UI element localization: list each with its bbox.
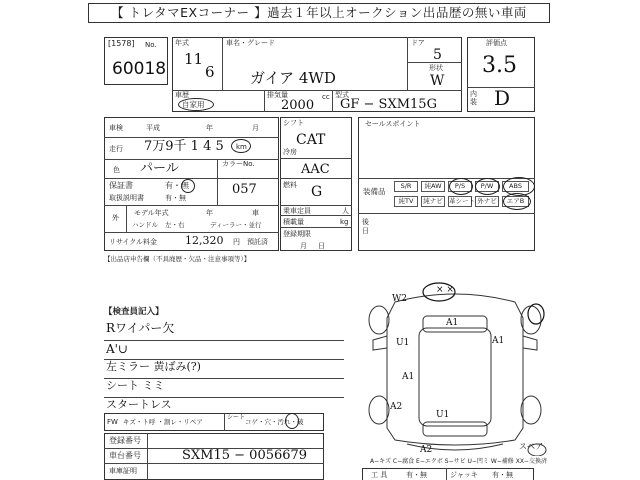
mark-a1-right: A1 xyxy=(492,336,505,346)
equipment-pw: P/W xyxy=(475,181,499,192)
divider xyxy=(104,463,324,464)
inspector-title: 【検査員記入】 xyxy=(104,307,164,317)
recycle-label: リサイクル料金 xyxy=(109,238,158,246)
divider xyxy=(126,205,127,232)
sheet-label: シート xyxy=(227,414,246,421)
shift-label: シフト xyxy=(283,119,304,127)
equipment-sr: S/R xyxy=(394,181,418,192)
shape-value: W xyxy=(430,73,445,89)
equipment-navi: 純ナビ xyxy=(421,196,445,207)
jack-options: 有・無 xyxy=(492,471,513,479)
tool-label: 工 具 xyxy=(371,471,388,479)
equipment-label: 装備品 xyxy=(363,187,386,196)
displacement-value: 2000 xyxy=(281,98,315,113)
manual-options: 有・無 xyxy=(165,194,186,202)
note-line xyxy=(104,340,344,341)
score-label: 評価点 xyxy=(486,39,507,47)
reg-day: 日 xyxy=(318,242,325,250)
note-1: Rワイパー欠 xyxy=(106,321,175,335)
equipment-ps: P/S xyxy=(448,181,472,192)
displacement-unit: cc xyxy=(322,93,330,101)
recycle-unit: 円 xyxy=(233,238,240,246)
shaken-era: 平成 xyxy=(146,124,160,132)
shaken-year: 年 xyxy=(206,124,213,132)
recycle-status: 預託済 xyxy=(247,238,268,246)
load-unit: kg xyxy=(340,218,349,226)
divider xyxy=(280,158,352,159)
divider xyxy=(280,178,352,179)
legend: A−キズ C−腐食 E−エクボ S−サビ U−凹ミ W−補修 XX−交換済 xyxy=(370,458,547,465)
doors-value: 5 xyxy=(433,47,442,63)
lot-number: 60018 xyxy=(112,59,167,79)
divider xyxy=(332,90,333,112)
divider xyxy=(358,213,535,214)
mirror-right xyxy=(523,336,537,350)
class-value: 自家用 xyxy=(182,100,205,109)
equipment-aw: 純AW xyxy=(421,181,445,192)
fw-text: キズ・ト呼 ・割レ・リペア xyxy=(123,418,203,426)
color-label: 色 xyxy=(113,166,120,174)
jack-label: ジャッキ xyxy=(450,471,478,479)
fw-label: FW xyxy=(107,418,118,426)
ext-cars: 車 xyxy=(252,209,259,217)
reg-month: 月 xyxy=(300,242,307,250)
warranty-options: 有・無 xyxy=(165,181,189,190)
equipment-leather: 革シート xyxy=(449,197,475,205)
aircon-label: 冷房 xyxy=(283,148,297,156)
mileage-unit-circle xyxy=(231,139,251,153)
handle-options: 左・右 xyxy=(165,221,185,229)
type-label: 型式 xyxy=(335,91,349,99)
divider xyxy=(104,232,279,233)
damage-circle-wheel xyxy=(528,304,544,324)
divider xyxy=(280,227,352,228)
reg-label: 登録期限 xyxy=(283,230,311,238)
warranty-circle xyxy=(181,179,195,193)
shift-value: CAT xyxy=(296,132,326,148)
color-value: パール xyxy=(140,161,179,176)
recycle-value: 12,320 xyxy=(185,234,224,247)
type-value: GF − SXM15G xyxy=(340,97,437,112)
circle-pw xyxy=(475,178,500,195)
shaken-month: 月 xyxy=(252,124,259,132)
circle-ps xyxy=(449,178,473,195)
cert-label: 車庫証明 xyxy=(109,467,137,475)
rear-window xyxy=(423,422,487,436)
note-5: スタートレス xyxy=(106,398,172,411)
wheel-rl xyxy=(369,396,389,424)
lot-caption: No. xyxy=(145,41,157,49)
lot-tag: [1578] xyxy=(108,39,135,48)
displacement-label: 排気量 xyxy=(267,91,288,99)
back-label: 後日 xyxy=(362,218,369,235)
equipment-airbag: エアB xyxy=(502,196,529,207)
color-no-label: カラーNo. xyxy=(222,160,255,168)
mileage-unit: km xyxy=(236,143,247,151)
divider xyxy=(446,468,447,480)
tool-options: 有・無 xyxy=(406,471,427,479)
month-value: 6 xyxy=(205,63,215,81)
divider xyxy=(217,159,218,205)
interior-label: 内 装 xyxy=(470,90,477,106)
auction-banner: 【 トレタマEXコーナー 】過去１年以上オークション出品歴の無い車両 xyxy=(88,3,550,23)
mark-front-top: × × xyxy=(436,285,454,295)
capacity-unit: 人 xyxy=(342,207,349,215)
equipment-tv: 純TV xyxy=(394,196,418,207)
year-label: 年式 xyxy=(175,39,189,47)
ext-label: 外 xyxy=(112,214,119,222)
fuel-label: 燃料 xyxy=(283,181,297,189)
divider xyxy=(172,90,462,91)
aircon-value: AAC xyxy=(301,162,330,177)
year-value: 11 xyxy=(184,50,204,68)
seller-notes-heading: 【出品店申告欄（不具廃歴・欠品・注意事項等）】 xyxy=(104,255,251,263)
mark-a1-hood: A1 xyxy=(446,318,459,328)
model-year-label: モデル年式 xyxy=(134,209,169,217)
divider xyxy=(224,413,225,431)
equipment-ext-navi: 外ナビ xyxy=(475,196,499,207)
chassis-value: SXM15 − 0056679 xyxy=(182,448,308,463)
spare-label: スペア xyxy=(519,442,543,451)
ext-year: 年 xyxy=(206,209,213,217)
circle-airbag xyxy=(503,193,531,210)
manual-label: 取扱説明書 xyxy=(109,194,144,202)
divider xyxy=(104,178,279,179)
mark-u1-left: U1 xyxy=(396,338,410,348)
divider xyxy=(280,215,352,216)
mileage-label: 走行 xyxy=(109,145,123,153)
number-label: 登録番号 xyxy=(109,436,141,445)
wheel-fl xyxy=(369,306,389,334)
fuel-value: G xyxy=(311,184,323,200)
color-no-value: 057 xyxy=(232,182,257,197)
class-label: 車歴 xyxy=(175,91,189,99)
divider xyxy=(407,37,408,90)
doors-label: ドア xyxy=(411,39,425,47)
model-value: ガイア 4WD xyxy=(250,69,336,87)
divider xyxy=(147,433,148,480)
mark-a1-left-rear: A1 xyxy=(402,372,415,382)
sheet-text: コゲ・穴・汚れ・破 xyxy=(245,418,304,426)
divider xyxy=(104,205,279,206)
shape-label: 形状 xyxy=(429,64,443,72)
score-value: 3.5 xyxy=(482,53,517,78)
equipment-abs: ABS xyxy=(502,181,529,192)
divider xyxy=(104,137,279,138)
dealer-label: ディーラー・並行 xyxy=(210,221,262,229)
capacity-label: 乗車定員 xyxy=(283,207,311,215)
divider xyxy=(222,37,223,90)
interior-value: D xyxy=(494,86,511,110)
chassis-label: 車台番号 xyxy=(109,451,141,460)
mark-w2: W2 xyxy=(392,294,407,304)
shaken-label: 車検 xyxy=(109,124,123,132)
divider xyxy=(264,90,265,112)
stain-circle xyxy=(285,413,299,429)
wheel-rr xyxy=(521,396,541,424)
sales-point-label: セールスポイント xyxy=(365,120,421,128)
handle-label: ハンドル xyxy=(132,221,158,229)
mark-a2-bottom: A2 xyxy=(420,445,433,455)
mark-u1-rear: U1 xyxy=(436,410,450,420)
divider xyxy=(280,205,352,206)
class-circle xyxy=(178,98,214,111)
note-3: 左ミラー 黄ばみ(?) xyxy=(106,360,201,373)
wheel-fr xyxy=(521,306,541,334)
mark-a2-left: A2 xyxy=(390,402,403,412)
cabin xyxy=(419,328,491,426)
mirror-left xyxy=(373,336,387,350)
mileage-value: 7万9千 1 4 5 xyxy=(144,139,224,154)
note-4: シート ミミ xyxy=(106,379,165,392)
warranty-label: 保証書 xyxy=(109,181,133,190)
note-2: A'∪ xyxy=(106,342,129,356)
car-damage-diagram xyxy=(355,278,555,456)
load-label: 積載量 xyxy=(283,218,304,226)
model-label: 車名・グレード xyxy=(226,39,275,47)
